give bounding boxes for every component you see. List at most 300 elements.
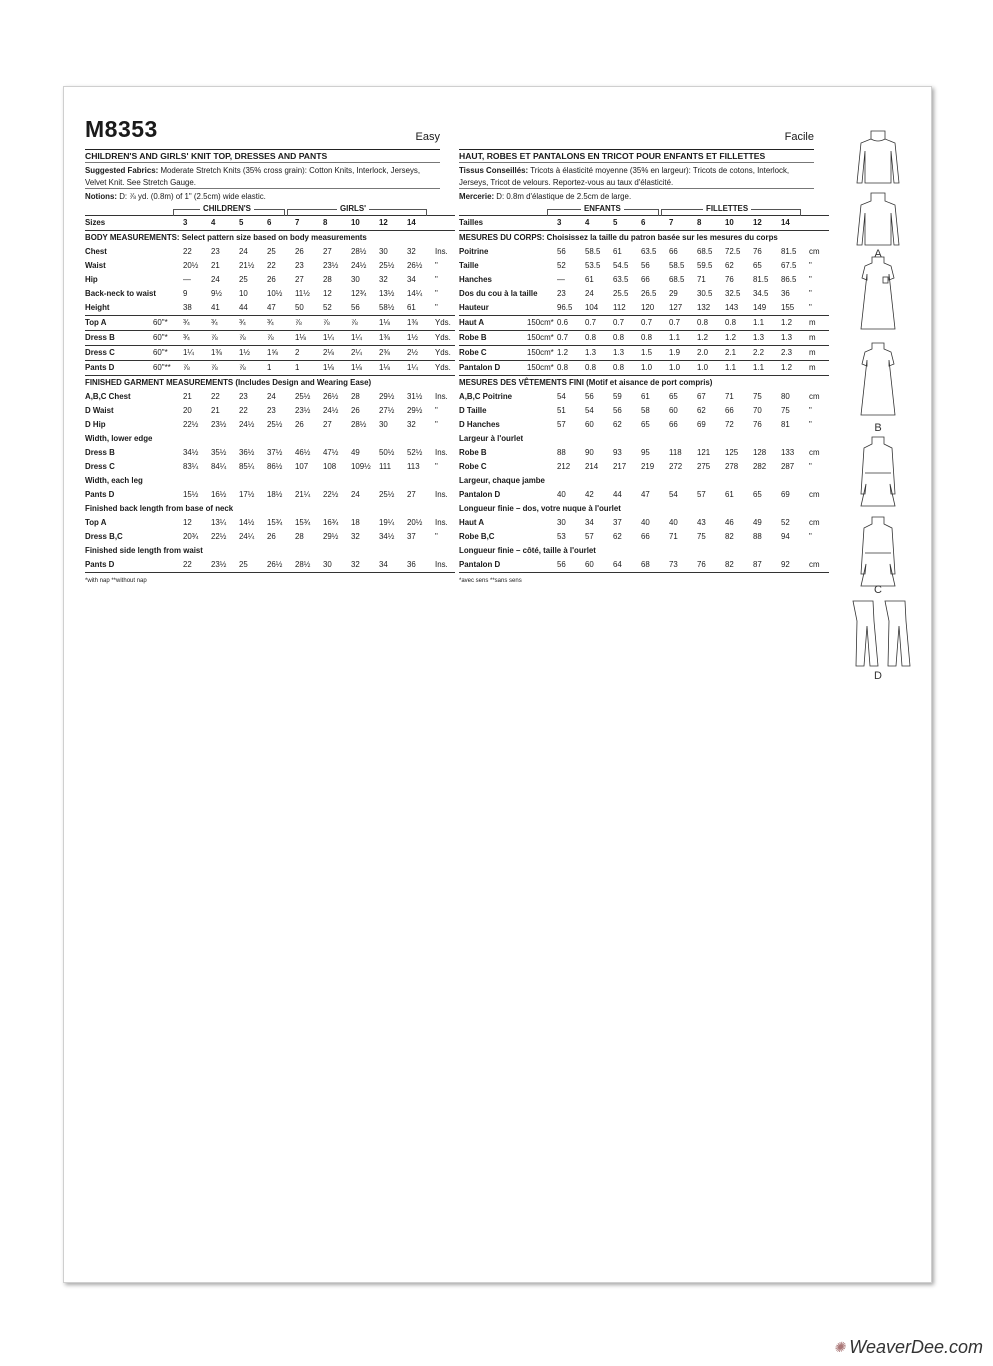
cell-value: 1.2 [725,330,753,345]
table-row [459,418,829,432]
table-row [85,273,455,287]
cell-unit: Yds. [435,345,455,360]
cell-unit: m [809,330,829,345]
notions-text: Notions: D: ⅞ yd. (0.8m) of 1" (2.5cm) wide elastic. [85,192,266,202]
cell-value: 59.5 [697,261,713,271]
cell-value: 61 [641,392,650,402]
table-row [85,530,455,544]
cell-value: 30 [379,247,388,257]
cell-unit: " [435,406,438,416]
row-label: Hip [85,275,98,285]
cell-unit: " [809,462,812,472]
header [85,87,440,143]
cell-value: 76 [725,275,734,285]
size-header: 7 [669,215,697,230]
cell-value: 1.5 [641,345,669,360]
sizes-row [459,215,829,230]
table-row [459,273,829,287]
cell-value: 20½ [407,518,423,528]
cell-value: 27 [323,420,332,430]
cell-value: 53 [557,532,566,542]
cell-value: 25½ [267,420,283,430]
cell-value: 23 [211,247,220,257]
cell-value: 72.5 [725,247,741,257]
fabric-width: 150cm* [527,360,557,375]
cell-value: 22 [267,261,276,271]
cell-value: 13½ [379,289,395,299]
cell-value: 282 [753,462,767,472]
cell-unit: Yds. [435,330,455,345]
row-label: Height [85,303,110,313]
cell-unit: " [809,303,812,313]
cell-unit: m [809,345,829,360]
table-row [459,502,829,516]
cell-value: 1⅝ [267,345,295,360]
cell-value: 272 [669,462,683,472]
cell-value: 61 [585,275,594,285]
table-row [85,259,455,273]
cell-value: 1⅛ [379,315,407,330]
pattern-envelope-back [63,86,932,1283]
cell-value: 62 [613,420,622,430]
cell-unit: Ins. [435,247,448,257]
cell-value: 37 [407,532,416,542]
table-row [85,404,455,418]
row-label: Dress C [85,345,153,360]
cell-value: 24 [267,392,276,402]
cell-value: 68.5 [697,247,713,257]
cell-value: 66 [669,247,678,257]
fabrics-text: Tissus Conseillés: Tricots à élasticité moyenne (35% en largeur): Tricots de cotons, Interlock, Jerseys, Tricot de velours. Reportez-vous au taux d'élasticité. [459,166,790,187]
table-row [459,390,829,404]
cell-value: 34 [585,518,594,528]
cell-value: 21 [211,261,220,271]
cell-unit: " [435,420,438,430]
cell-value: 12¾ [351,289,367,299]
fabric-width: 150cm* [527,345,557,360]
row-label: Pants D [85,560,115,570]
cell-value: 1⅛ [351,360,379,375]
cell-value: 1½ [239,345,267,360]
cell-value: 1¼ [407,360,435,375]
row-label: Chest [85,247,107,257]
cell-value: 56 [557,247,566,257]
cell-unit: " [809,532,812,542]
cell-unit: Ins. [435,448,448,458]
sub-heading: Largeur, chaque jambe [459,476,545,486]
cell-value: 62 [725,261,734,271]
cell-value: 30 [323,560,332,570]
cell-value: 149 [753,303,767,313]
cell-value: 27 [295,275,304,285]
cell-value: 14½ [239,518,255,528]
cell-value: 12 [183,518,192,528]
cell-unit: " [435,532,438,542]
cell-value: ⅞ [295,315,323,330]
cell-value: 128 [753,448,767,458]
cell-value: 23½ [295,406,311,416]
cell-value: 26½ [323,392,339,402]
cell-value: 66 [669,420,678,430]
cell-value: 0.8 [641,330,669,345]
cell-value: 22½ [211,532,227,542]
cell-unit: cm [809,560,820,570]
sizes-row [85,215,455,230]
row-label: A,B,C Chest [85,392,131,402]
cell-value: 32.5 [725,289,741,299]
cell-value: 20¾ [183,532,199,542]
cell-value: 50 [295,303,304,313]
cell-value: 36½ [239,448,255,458]
cell-value: 66 [641,532,650,542]
cell-value: 9½ [211,289,222,299]
cell-value: 24 [239,247,248,257]
table-row [85,390,455,404]
pattern-number: M8353 [85,116,158,142]
cell-value: 56 [557,560,566,570]
top-a-back-sketch [857,193,899,245]
table-row [85,301,455,316]
cell-value: 47 [267,303,276,313]
english-column [85,87,451,584]
cell-value: 143 [725,303,739,313]
cell-value: 29½ [379,392,395,402]
row-label: Taille [459,261,479,271]
table-row [459,432,829,446]
cell-value: 67 [697,392,706,402]
table-row [459,245,829,259]
cell-value: 15¾ [295,518,311,528]
table-row [85,418,455,432]
cell-value: 24 [351,490,360,500]
row-label: Robe B [459,330,527,345]
cell-value: 38 [183,303,192,313]
cell-value: 34½ [183,448,199,458]
cell-value: 23 [239,392,248,402]
cell-value: 26 [351,406,360,416]
cell-value: 64 [613,560,622,570]
cell-value: 25½ [295,392,311,402]
cell-value: ⅞ [239,360,267,375]
cell-value: 0.7 [557,330,585,345]
table-row [85,474,455,488]
cell-value: 40 [641,518,650,528]
cell-value: 25 [239,560,248,570]
cell-value: 34.5 [753,289,769,299]
cell-value: 76 [753,420,762,430]
size-header: 3 [183,215,211,230]
table-row [85,245,455,259]
cell-value: 66 [641,275,650,285]
cell-value: 125 [725,448,739,458]
cell-value: 1.2 [781,360,809,375]
cell-value: 54 [585,406,594,416]
size-header: 14 [781,215,809,230]
cell-value: 29½ [323,532,339,542]
cell-value: 81 [781,420,790,430]
yardage-row [459,330,829,345]
row-label: D Waist [85,406,114,416]
row-label: Dos du cou à la taille [459,289,538,299]
cell-value: — [557,275,565,285]
table-row [459,558,829,573]
cell-value: 10½ [267,289,283,299]
cell-value: 46 [725,518,734,528]
fabric-width: 60"* [153,315,183,330]
cell-value: 118 [669,448,682,458]
watermark [834,1337,983,1358]
cell-value: ¾ [183,330,211,345]
cell-value: 81.5 [781,247,797,257]
cell-value: 1.1 [753,315,781,330]
cell-value: 56 [351,303,360,313]
cell-value: 35½ [211,448,227,458]
cell-unit: " [435,303,438,313]
cell-value: 58.5 [669,261,685,271]
cell-unit: " [435,289,438,299]
cell-value: 71 [669,532,678,542]
cell-value: 26½ [407,261,423,271]
cell-value: 1.2 [557,345,585,360]
cell-value: 275 [697,462,711,472]
table-row [459,404,829,418]
cell-value: 37 [613,518,622,528]
cell-value: 28 [295,532,304,542]
table-row [459,259,829,273]
cell-value: 0.8 [557,360,585,375]
cell-value: 84¼ [211,462,227,472]
view-label-a: A [874,248,882,260]
cell-value: 75 [753,392,762,402]
cell-value: 52½ [407,448,423,458]
cell-value: 11½ [295,289,310,299]
cell-value: 30 [379,420,388,430]
cell-value: 133 [781,448,795,458]
cell-unit: " [809,275,812,285]
cell-value: 32 [351,532,360,542]
group-childrens: CHILDREN'S [200,203,254,215]
cell-value: ¾ [211,315,239,330]
row-label: Dress B [85,448,115,458]
cell-value: 24½ [323,406,339,416]
cell-value: 212 [557,462,571,472]
measurement-table [459,215,829,574]
fabric-width: 60"** [153,360,183,375]
sizes-label: Tailles [459,215,557,230]
cell-unit: cm [809,448,820,458]
cell-value: 42 [585,490,594,500]
cell-value: 92 [781,560,790,570]
cell-value: 23 [557,289,566,299]
cell-unit: Ins. [435,490,448,500]
row-label: Pantalon D [459,360,527,375]
row-label: Waist [85,261,106,271]
cell-value: 26½ [267,560,283,570]
row-label: Back-neck to waist [85,289,157,299]
yardage-row [85,360,455,375]
view-label-b: B [874,422,882,434]
fabric-width: 150cm* [527,315,557,330]
cell-value: 19¼ [379,518,395,528]
cell-unit: m [809,315,829,330]
cell-value: 21½ [239,261,255,271]
table-row [85,460,455,474]
cell-value: 219 [641,462,655,472]
cell-value: 47 [641,490,650,500]
size-header: 8 [697,215,725,230]
cell-value: 80 [781,392,790,402]
cell-unit: m [809,360,829,375]
cell-value: 21 [211,406,220,416]
cell-value: 76 [697,560,706,570]
cell-value: 65 [753,490,762,500]
cell-value: 52 [323,303,332,313]
cell-value: 58 [641,406,650,416]
header [459,87,814,143]
cell-value: 32 [379,275,388,285]
cell-value: 63.5 [613,275,629,285]
sub-heading: Largeur à l'ourlet [459,434,524,444]
cell-value: 93 [613,448,622,458]
cell-value: 0.8 [613,330,641,345]
yardage-row [85,330,455,345]
body-measurements-heading: MESURES DU CORPS: Choisissez la taille du patron basée sur les mesures du corps [459,233,778,243]
cell-value: 1.3 [613,345,641,360]
pants-d-front-sketch [853,601,878,666]
cell-value: ⅞ [211,330,239,345]
table-row [85,488,455,502]
cell-value: 1¼ [323,330,351,345]
cell-value: 0.6 [557,315,585,330]
cell-value: 61 [613,247,622,257]
cell-value: 30 [557,518,566,528]
cell-value: 60 [585,420,594,430]
cell-value: 27 [407,490,416,500]
cell-value: 90 [585,448,594,458]
cell-unit: cm [809,247,820,257]
cell-value: 75 [781,406,790,416]
cell-value: 2.0 [697,345,725,360]
cell-value: 57 [557,420,566,430]
table-row [85,502,455,516]
cell-value: 1.3 [753,330,781,345]
finished-measurements-heading: MESURES DES VÊTEMENTS FINI (Motif et aisance de port compris) [459,375,829,390]
cell-value: 54 [557,392,566,402]
cell-value: 0.8 [725,315,753,330]
cell-value: 44 [239,303,248,313]
size-header: 5 [239,215,267,230]
cell-value: 51 [557,406,566,416]
cell-value: 57 [697,490,706,500]
cell-value: 22 [183,247,192,257]
view-label-d: D [874,670,882,682]
table-row [85,558,455,573]
table-row [85,446,455,460]
cell-value: 127 [669,303,683,313]
cell-unit: Ins. [435,518,448,528]
cell-value: 18 [351,518,360,528]
cell-value: 132 [697,303,711,313]
row-label: Pants D [85,490,115,500]
cell-value: 1.0 [641,360,669,375]
cell-value: — [183,275,191,285]
cell-value: 25½ [379,261,395,271]
cell-unit: " [435,275,438,285]
footnote: *with nap **without nap [85,577,147,584]
cell-value: 1.1 [669,330,697,345]
cell-value: 24¼ [239,532,255,542]
cell-value: 0.8 [697,315,725,330]
row-label: Robe B [459,448,487,458]
sub-heading: Longueur finie – côté, taille à l'ourlet [459,546,596,556]
row-label: Pantalon D [459,490,501,500]
cell-value: 44 [613,490,622,500]
cell-value: 34 [407,275,416,285]
cell-value: 1⅜ [407,315,435,330]
yardage-row [85,315,455,330]
cell-value: 108 [323,462,337,472]
cell-value: 30.5 [697,289,713,299]
top-a-front-sketch [857,131,899,183]
cell-value: 13¼ [211,518,227,528]
cell-value: 32 [351,560,360,570]
cell-value: 69 [781,490,790,500]
cell-unit: " [809,289,812,299]
cell-value: 22 [239,406,248,416]
cell-value: 37½ [267,448,283,458]
cell-value: 22½ [323,490,339,500]
cell-value: 23 [295,261,304,271]
notions-text: Mercerie: D: 0.8m d'élastique de 2.5cm de large. [459,192,632,202]
dress-b-front-sketch [861,257,895,329]
cell-value: ⅞ [239,330,267,345]
pants-d-back-sketch [885,601,910,666]
size-groups [85,203,440,215]
cell-value: 26 [295,420,304,430]
dress-b-back-sketch [861,343,895,415]
cell-value: 12 [323,289,332,299]
finished-measurements-heading: FINISHED GARMENT MEASUREMENTS (Includes Design and Wearing Ease) [85,375,455,390]
cell-value: 40 [557,490,566,500]
table-row [459,287,829,301]
table-row [85,432,455,446]
cell-value: 60 [669,406,678,416]
cell-value: 24½ [351,261,367,271]
cell-unit: Yds. [435,315,455,330]
cell-value: 104 [585,303,599,313]
row-label: Haut A [459,518,485,528]
cell-value: 25½ [379,490,395,500]
group-girls: GIRLS' [337,203,369,215]
table-row [85,287,455,301]
cell-unit: " [435,462,438,472]
cell-value: 52 [781,518,790,528]
cell-value: 0.7 [641,315,669,330]
cell-value: 50½ [379,448,395,458]
cell-value: 36 [781,289,790,299]
cell-value: 20 [183,406,192,416]
cell-value: 82 [725,560,734,570]
dress-c-front-sketch [861,437,895,506]
cell-value: 17½ [239,490,255,500]
cell-value: 112 [613,303,626,313]
cell-value: 1.1 [725,360,753,375]
cell-value: 25 [267,247,276,257]
cell-value: 1.2 [781,315,809,330]
row-label: Pants D [85,360,153,375]
cell-value: 1 [295,360,323,375]
cell-value: 95 [641,448,650,458]
